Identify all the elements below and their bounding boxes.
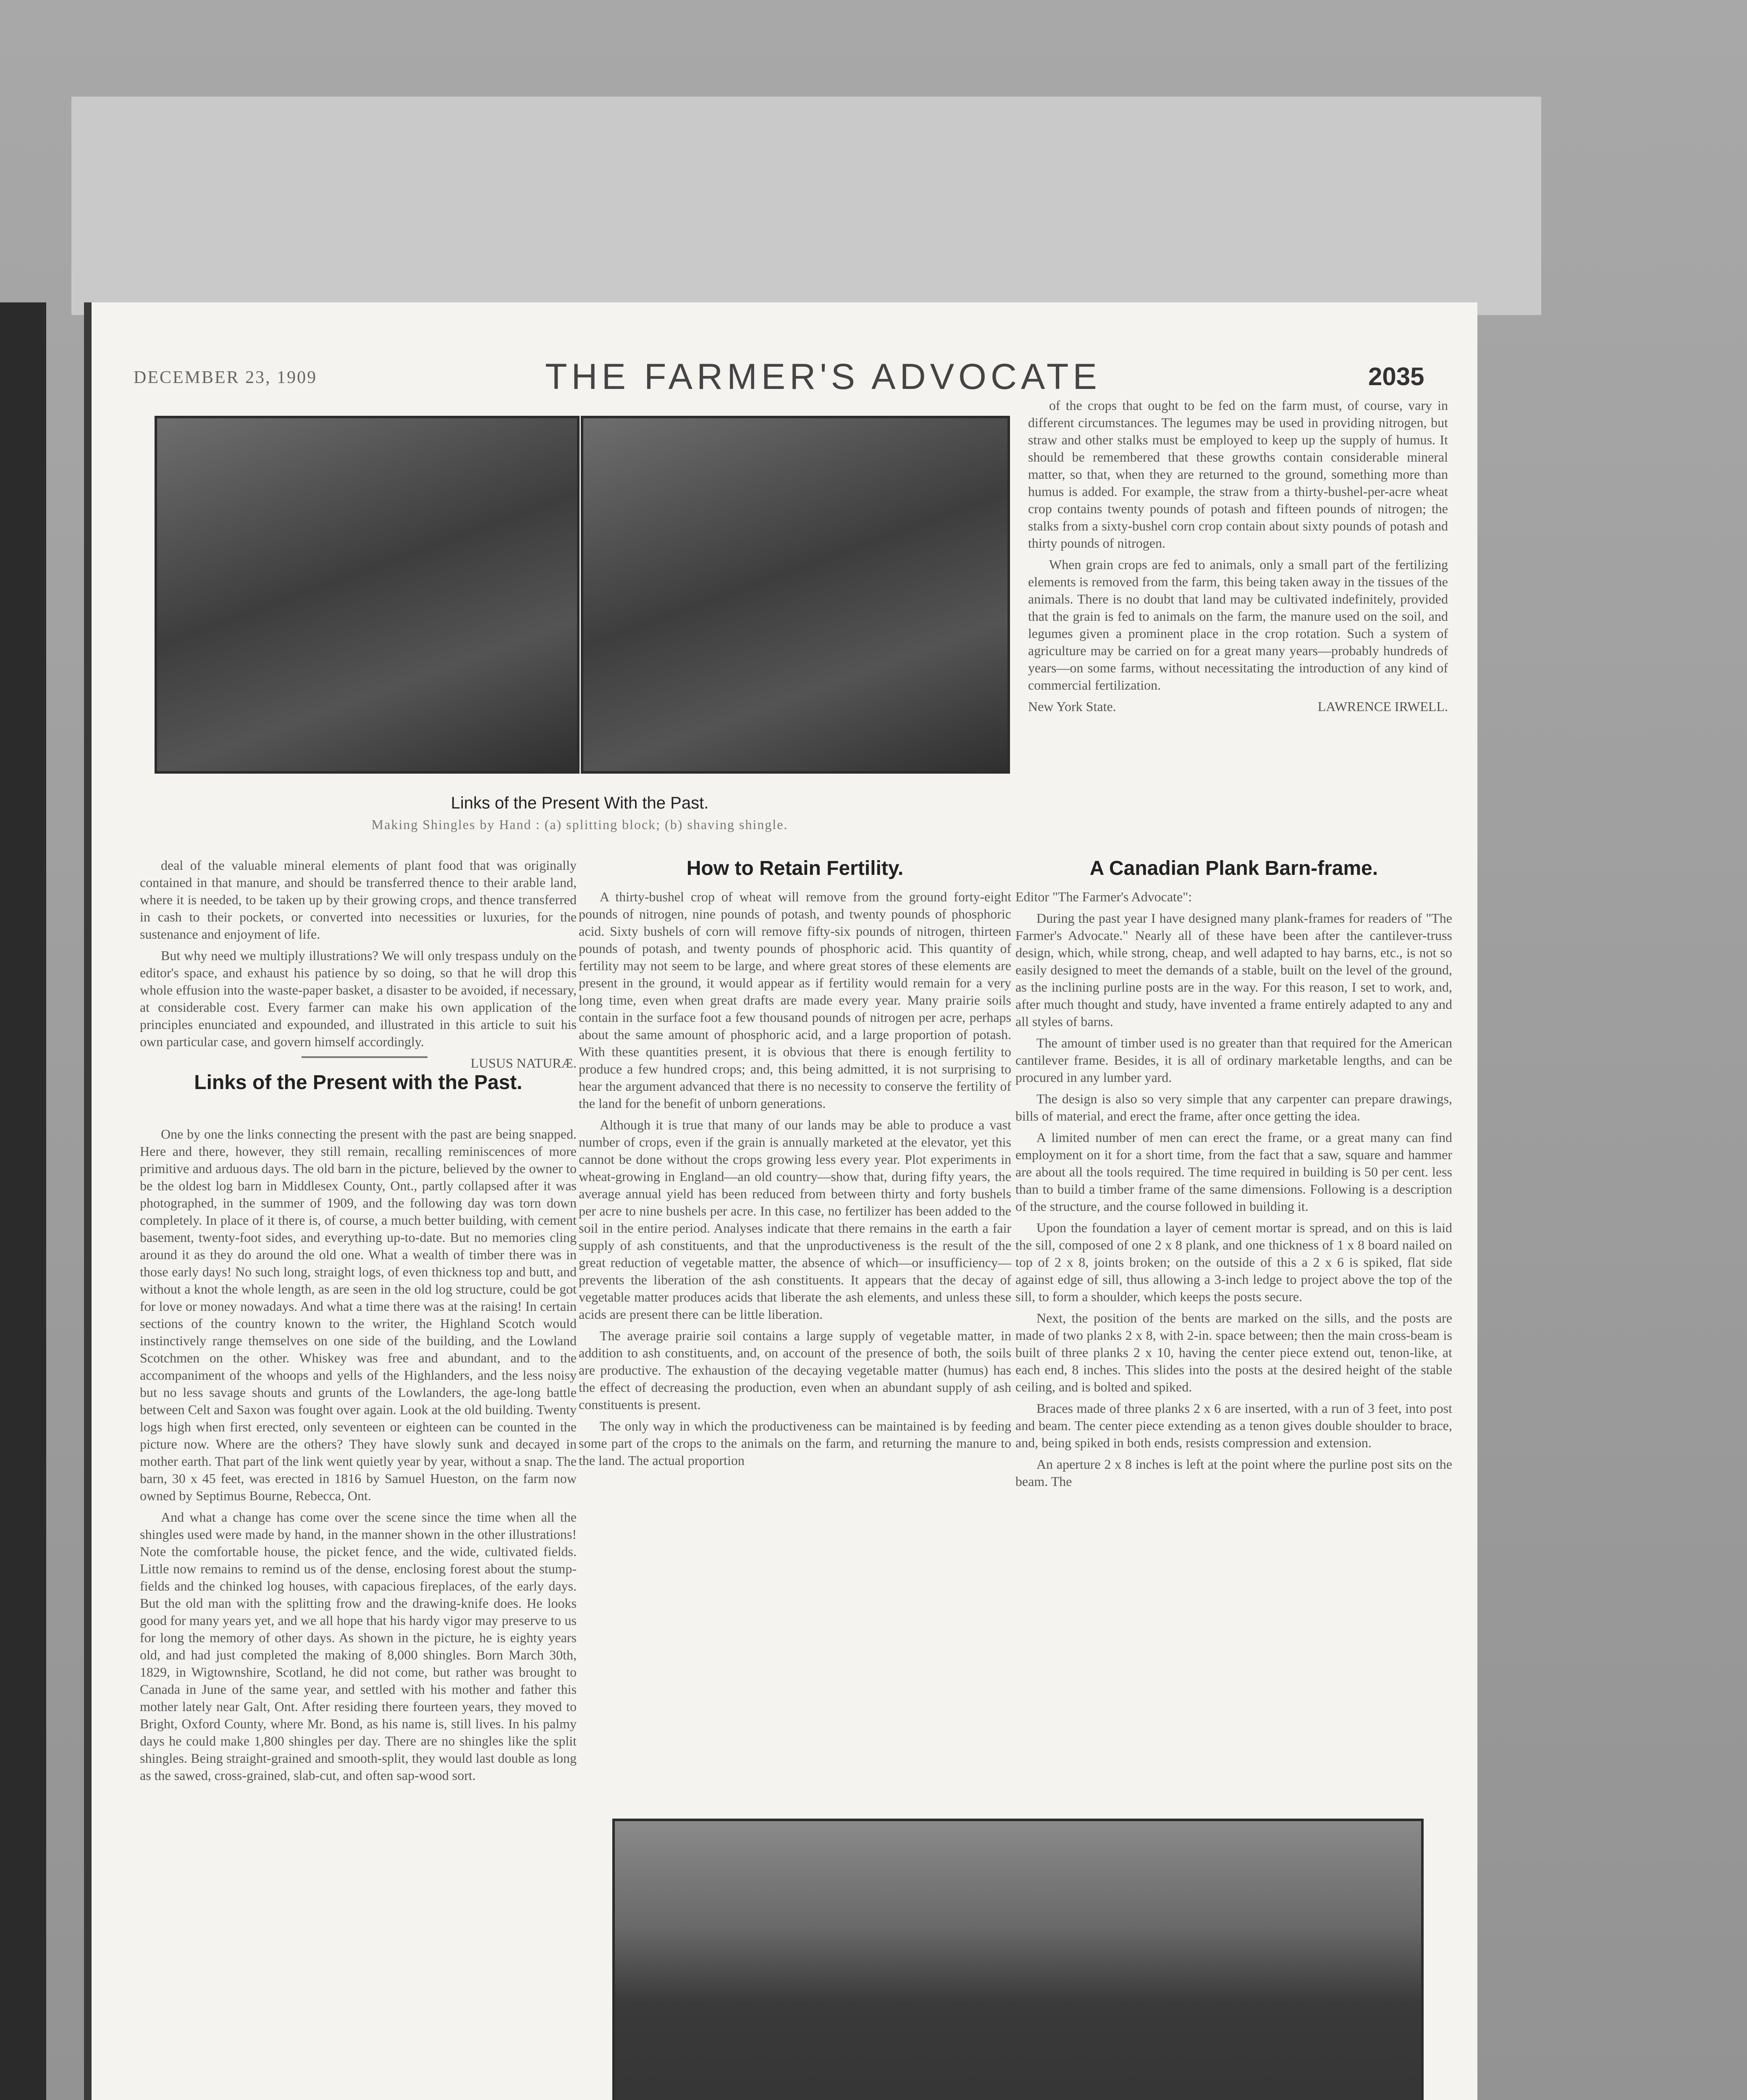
signature-place: New York State. [1028, 699, 1116, 714]
paragraph: The average prairie soil contains a large supply of vegetable matter, in addition to ash constituents, and, on account of the presence of both, the soils are productive. The exhaustion of the decaying vegetable matter (humus) has the effect of decreasing the production, even when an abundant supply of ash constituents is present. [579, 1328, 1011, 1412]
editor-line: Editor "The Farmer's Advocate": [1015, 889, 1192, 904]
paragraph: Next, the position of the bents are marked on the sills, and the posts are made of two planks 2 x 8, with 2-in. space between; then the main cross-beam is built of three planks 2 x 10, having the center piece extend out, tenon-like, at each end, 8 inches. This slides into the posts at the desired height of the stable ceiling, and is bolted and spiked. [1015, 1310, 1452, 1394]
paragraph: The design is also so very simple that any carpenter can prepare drawings, bills of material, and erect the frame, after once getting the idea. [1015, 1091, 1452, 1124]
signature-line [1028, 698, 1448, 715]
header-date: DECEMBER 23, 1909 [134, 368, 317, 387]
middle-article-heading: How to Retain Fertility. [686, 857, 904, 879]
photo-splitting-block [155, 416, 580, 774]
header-title: THE FARMER'S ADVOCATE [545, 357, 1101, 397]
paragraph: An aperture 2 x 8 inches is left at the point where the purline post sits on the beam. The [1015, 1457, 1452, 1489]
signature: LUSUS NATURÆ. [470, 1055, 577, 1071]
paragraph: Although it is true that many of our lands may be able to produce a vast number of crops, even if the grain is annually marketed at the elevator, yet this cannot be done without the crops growing less every year. Plot experiments in wheat-growing in England—an old country—show that, during fifty years, the average annual yield has been reduced from between thirty and forty bushels per acre to nine bushels per acre. In this case, no fertilizer has been added to the soil in the entire period. Analyses indicate that there remains in the earth a fair supply of ash constituents, and that the unproductiveness is the result of the great reduction of vegetable matter, the absence of which—or insufficiency—prevents the liberation of the ash constituents. It appears that the decay of vegetable matter produces acids that liberate the ash elements, and unless these acids are present there can be little liberation. [579, 1117, 1011, 1322]
paragraph: deal of the valuable mineral elements of plant food that was originally contained in that manure, and should be transferred thence to their arable land, where it is needed, to be taken up by their growing crops, and thence transferred in cash to their pockets, or converted into necessities or luxuries, for the sustenance and enjoyment of life. [140, 858, 577, 942]
top-figure-subcaption: Making Shingles by Hand : (a) splitting block; (b) shaving shingle. [371, 817, 788, 832]
left-article-body [140, 1126, 577, 2100]
paragraph: Braces made of three planks 2 x 6 are inserted, with a run of 3 feet, into post and beam. The center piece extending as a tenon gives double shoulder to brace, and, being spiked in both ends, resists compression and extension. [1015, 1401, 1452, 1450]
paragraph: One by one the links connecting the present with the past are being snapped. Here and there, however, they still remain, recalling reminiscences of more primitive and arduous days. The old barn in the picture, believed by the owner to be the oldest log barn in Middlesex County, Ont., partly collapsed after it was photographed, in the summer of 1909, and the following day was torn down completely. In place of it there is, of course, a much better building, with cement basement, twenty-foot sides, and everything up-to-date. But no memories cling around it as they do around the old one. What a wealth of timber there was in those early days! No such long, straight logs, of even thickness top and butt, and without a knot the whole length, as are seen in the old log structure, could be got for love or money nowadays. And what a time there was at the raising! In certain sections of the country known to the writer, the Highland Scotch would instinctively range themselves on one side of the building, and the Lowland Scotchmen on the other. Whiskey was free and abundant, and to the accompaniment of the whoops and yells of the Highlanders, and the less noisy but no less savage shouts and grunts of the Lowlanders, the age-long battle between Celt and Saxon was fought over again. Look at the old building. Twenty logs high when first erected, only seventeen or eighteen can be counted in the picture now. Where are the others? They have slowly sunk and decayed in mother earth. That part of the link went quietly year by year, without a snap. The barn, 30 x 45 feet, was erected in 1816 by Samuel Hueston, on the farm now owned by Septimus Bourne, Rebecca, Ont. [140, 1126, 577, 1503]
paragraph: During the past year I have designed many plank-frames for readers of "The Farmer's Advocate." Nearly all of these have been after the cantilever-truss design, which, while strong, cheap, and well adapted to hay barns, etc., is not so easily designed to meet the demands of a stable, built on the level of the ground, as the inclining purline posts are in the way. For this reason, I set to work, and, after much thought and study, have invented a frame entirely adapted to any and all styles of barns. [1015, 911, 1452, 1029]
paragraph: When grain crops are fed to animals, only a small part of the fertilizing elements is removed from the farm, this being taken away in the tissues of the animals. There is no doubt that land may be cultivated indefinitely, provided that the grain is fed to animals on the farm, the manure used on the soil, and legumes given a prominent place in the crop rotation. Such a system of agriculture may be carried on for a great many years—probably hundreds of years—on some farms, without necessitating the introduction of any kind of commercial fertilization. [1028, 557, 1448, 693]
paragraph: Upon the foundation a layer of cement mortar is spread, and on this is laid the sill, composed of one 2 x 8 plank, and one thickness of 1 x 8 board nailed on top of 2 x 8, joints broken; on the outside of this a 2 x 6 is spiked, flat side against edge of sill, thus allowing a 3-inch ledge to project above the top of the sill, to form a shoulder, which keeps the posts secure. [1015, 1220, 1452, 1304]
left-intro-text [140, 857, 577, 1071]
scan-overexposed-area [71, 97, 1541, 315]
photo-old-log-barn [612, 1819, 1424, 2100]
newspaper-page [84, 302, 1477, 2100]
divider-rule [302, 1056, 428, 1058]
paragraph: A thirty-bushel crop of wheat will remove from the ground forty-eight pounds of nitrogen, nine pounds of potash, and twenty pounds of phosphoric acid. Sixty bushels of corn will remove fifty-six pounds of nitrogen, thirteen pounds of potash, and twenty pounds of phosphoric acid. This quantity of fertility may not seem to be large, and where great stores of these elements are present in the ground, it would appear as if fertility would remain for a very long time, even when great drafts are made every year. Many prairie soils contain in the surface foot a few thousand pounds of nitrogen per acre, perhaps about the same amount of phosphoric acid, and a large proportion of potash. With these quantities present, it is obvious that there is enough fertility to produce a few hundred crops; and, this being admitted, it is not surprising to hear the argument advanced that there is no necessity to conserve the fertility of the land for the benefit of unborn generations. [579, 889, 1011, 1111]
header-page-number: 2035 [1368, 362, 1424, 391]
photo-shaving-shingle [581, 416, 1010, 774]
top-figure-caption: Links of the Present With the Past. [451, 794, 709, 812]
scan-left-edge [0, 302, 46, 2100]
right-article-heading: A Canadian Plank Barn-frame. [1089, 857, 1378, 879]
right-top-column [1028, 397, 1448, 838]
paragraph: And what a change has come over the scene since the time when all the shingles used were made by hand, in the manner shown in the other illustrations! Note the comfortable house, the picket fence, and the wide, cultivated fields. Little now remains to remind us of the dense, enclosing forest about the stump-fields and the chinked log houses, with capacious fireplaces, of the early days. But the old man with the splitting frow and the drawing-knife does. He looks good for many years yet, and we all hope that his hardy vigor may preserve to us for long the memory of other days. As shown in the picture, he is eighty years old, and had just completed the making of 8,000 shingles. Born March 30th, 1829, in Wigtownshire, Scotland, he did not come, but rather was brought to Canada in June of the same year, and settled with his mother and father this mother lately near Galt, Ont. After residing there fourteen years, they moved to Bright, Oxford County, where Mr. Bond, as his name is, still lives. In his palmy days he could make 1,800 shingles per day. There are no shingles like the split shingles. Being straight-grained and smooth-split, they would last double as long as the sawed, cross-grained, slab-cut, and often sap-wood sort. [140, 1509, 577, 1783]
paragraph: The amount of timber used is no greater than that required for the American cantilever frame. Besides, it is all of ordinary marketable lengths, and can be procured in any lumber yard. [1015, 1035, 1452, 1085]
paragraph: The only way in which the productiveness can be maintained is by feeding some part of the crops to the animals on the farm, and returning the manure to the land. The actual proportion [579, 1418, 1011, 1468]
middle-article-body [579, 888, 1011, 1712]
left-article-heading: Links of the Present with the Past. [194, 1071, 522, 1094]
paragraph: of the crops that ought to be fed on the farm must, of course, vary in different circumstances. The legumes may be used in providing nitrogen, but straw and other stalks must be employed to keep up the supply of humus. It should be remembered that these growths contain considerable mineral matter, so that, when they are returned to the ground, something more than humus is added. For example, the straw from a thirty-bushel-per-acre wheat crop contains twenty pounds of potash and fifteen pounds of nitrogen; the stalks from a sixty-bushel corn crop contain about sixty pounds of potash and thirty pounds of nitrogen. [1028, 398, 1448, 551]
right-article-body [1015, 888, 1452, 1712]
signature-name: LAWRENCE IRWELL. [1317, 699, 1448, 714]
paragraph: A limited number of men can erect the frame, or a great many can find employment on it for a short time, from the fact that a saw, square and hammer are about all the tools required. The time required in building is 50 per cent. less than to build a timber frame of the same dimensions. Following is a description of the structure, and the course followed in building it. [1015, 1130, 1452, 1214]
paragraph: But why need we multiply illustrations? We will only trespass unduly on the editor's space, and exhaust his patience by so doing, so that he will drop this whole effusion into the waste-paper basket, a disaster to be avoided, if necessary, at considerable cost. Every farmer can make his own application of the principles enunciated and expounded, and illustrated in this article to suit his own particular case, and govern himself accordingly. [140, 948, 577, 1049]
